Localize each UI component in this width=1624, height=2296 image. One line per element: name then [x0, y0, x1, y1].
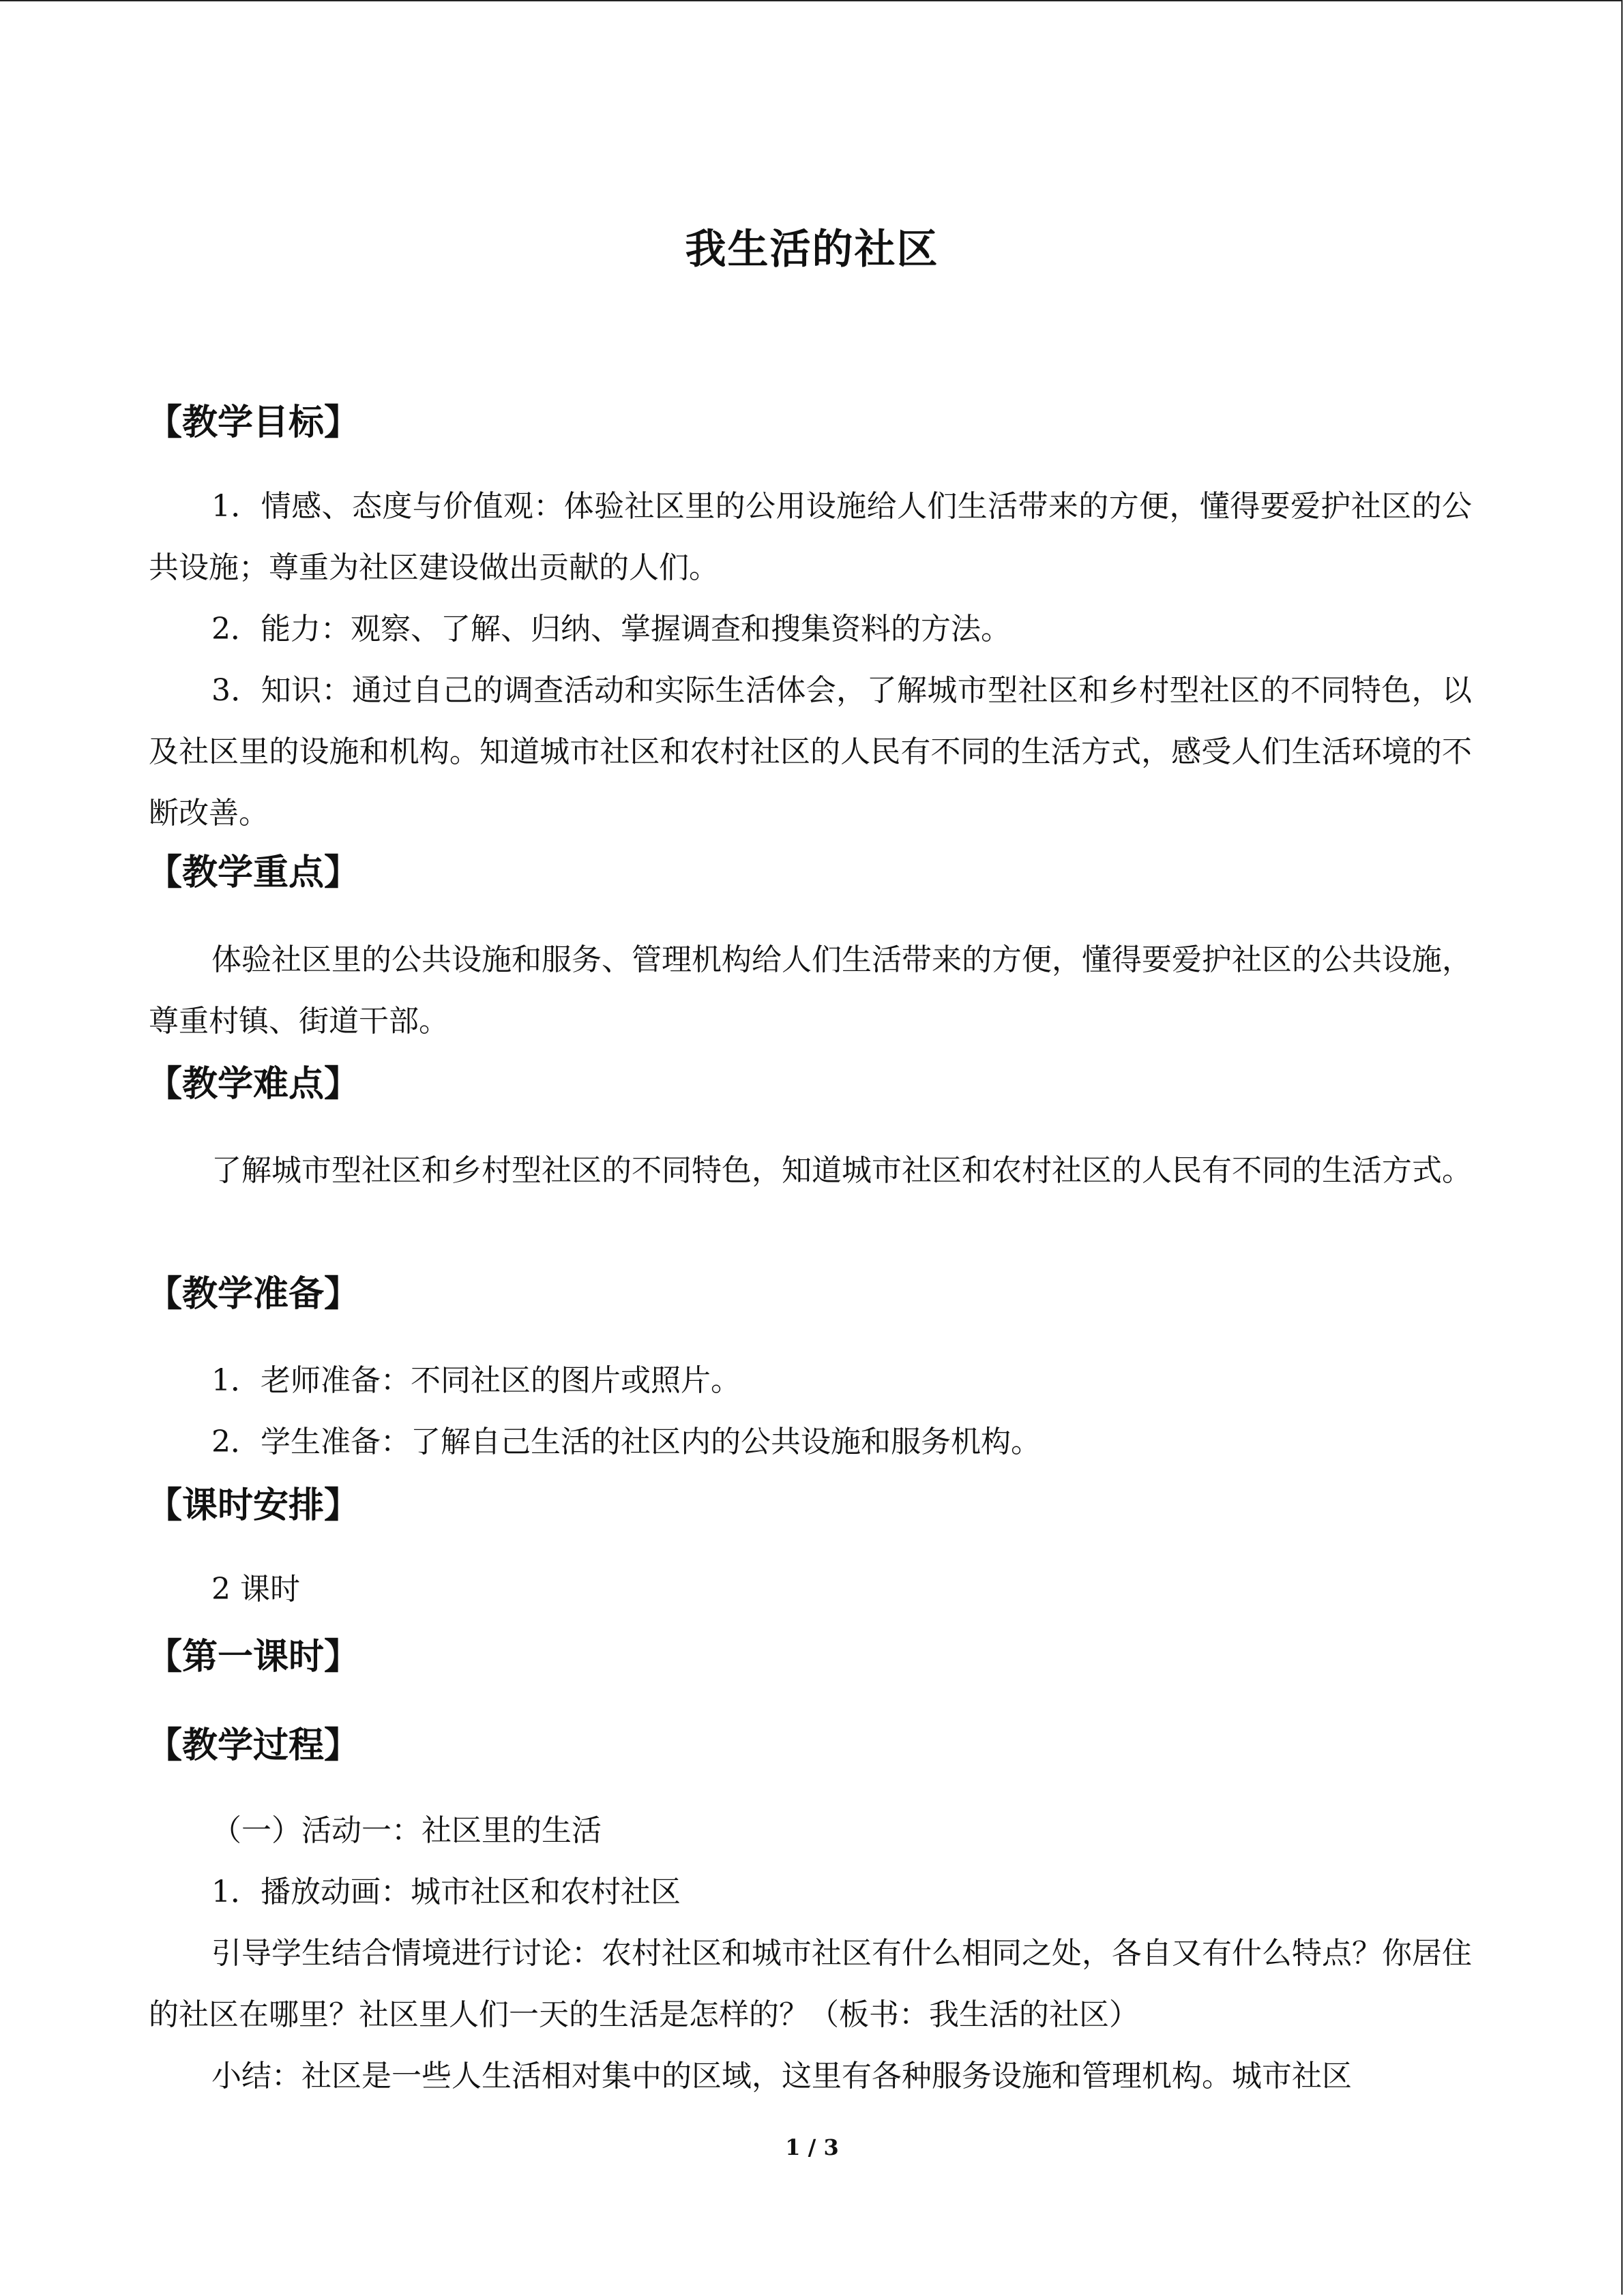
goal-item-1: 1．情感、态度与价值观：体验社区里的公用设施给人们生活带来的方便，懂得要爱护社区的公共设施；尊重为社区建设做出贡献的人们。 [149, 489, 1472, 585]
process-item-1: （一）活动一：社区里的生活 [211, 1813, 602, 1848]
heading-teaching-goals: 【教学目标】 [147, 402, 360, 443]
process-item-2: 1．播放动画：城市社区和农村社区 [211, 1875, 681, 1909]
heading-difficulties: 【教学难点】 [147, 1064, 360, 1105]
document-title: 我生活的社区 [685, 226, 939, 273]
heading-schedule: 【课时安排】 [147, 1485, 360, 1526]
preparation-item-1: 1．老师准备：不同社区的图片或照片。 [211, 1363, 741, 1398]
key-points-text: 体验社区里的公共设施和服务、管理机构给人们生活带来的方便，懂得要爱护社区的公共设施，尊重村镇、街道干部。 [149, 942, 1472, 1039]
heading-process: 【教学过程】 [147, 1725, 360, 1766]
heading-key-points: 【教学重点】 [147, 852, 360, 893]
process-item-4: 小结：社区是一些人生活相对集中的区域，这里有各种服务设施和管理机构。城市社区 [211, 2059, 1352, 2093]
schedule-text: 2 课时 [211, 1572, 300, 1607]
heading-first-lesson: 【第一课时】 [147, 1637, 360, 1678]
goal-item-2: 2．能力：观察、了解、归纳、掌握调查和搜集资料的方法。 [211, 612, 1011, 646]
preparation-item-2: 2．学生准备：了解自己生活的社区内的公共设施和服务机构。 [211, 1425, 1041, 1459]
page-number: 1 / 3 [785, 2134, 839, 2160]
heading-preparation: 【教学准备】 [147, 1274, 360, 1315]
goal-item-3: 3．知识：通过自己的调查活动和实际生活体会，了解城市型社区和乡村型社区的不同特色，以及社区里的设施和机构。知道城市社区和农村社区的人民有不同的生活方式，感受人们生活环境的不断改善。 [149, 673, 1472, 831]
process-item-3: 引导学生结合情境进行讨论：农村社区和城市社区有什么相同之处，各自又有什么特点？你居住的社区在哪里？社区里人们一天的生活是怎样的？（板书：我生活的社区） [149, 1936, 1472, 2032]
difficulties-text: 了解城市型社区和乡村型社区的不同特色，知道城市社区和农村社区的人民有不同的生活方式。 [211, 1153, 1472, 1188]
